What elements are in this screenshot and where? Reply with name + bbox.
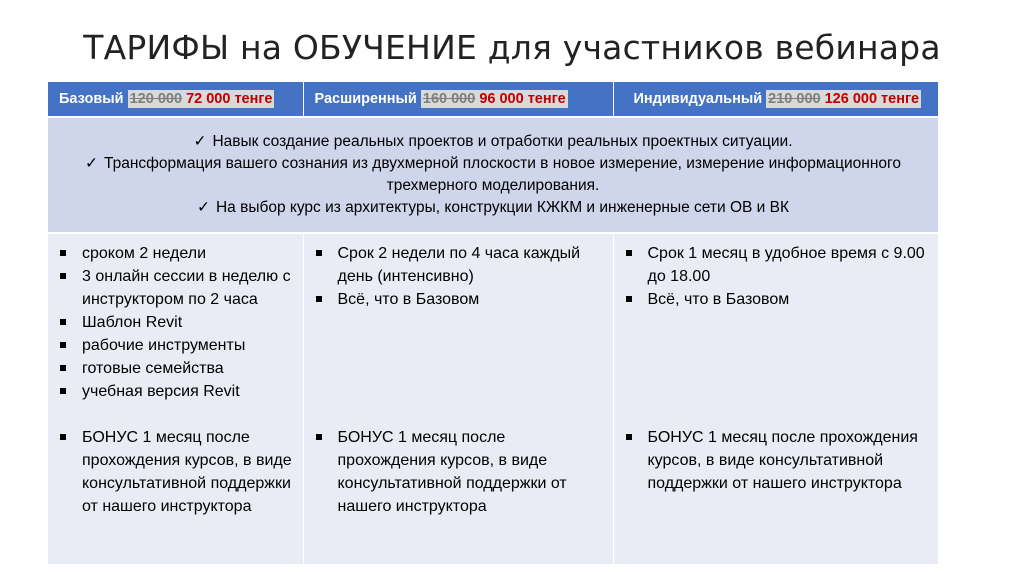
slide-title: ТАРИФЫ на ОБУЧЕНИЕ для участников вебинара [83,28,941,67]
square-bullet-icon [60,388,66,394]
list-item: Срок 1 месяц в удобное время с 9.00 до 18.00 [624,242,929,288]
list-item: сроком 2 недели [58,242,293,265]
list-item: готовые семейства [58,357,293,380]
old-price: 120 000 [129,91,183,107]
checkmark-icon: ✓ [193,133,207,150]
list-item: 3 онлайн сессии в неделю с инструктором по 2 часа [58,265,293,311]
new-price: 96 000 тенге [479,91,566,107]
old-price: 210 000 [768,91,821,107]
plan-header-basic [48,82,303,117]
plan-name: Базовый [59,91,124,107]
plan-header-extended [303,82,613,117]
details-list [304,234,613,518]
list-item: Шаблон Revit [58,311,293,334]
square-bullet-icon [626,250,632,256]
square-bullet-icon [60,342,66,348]
feature-item: ✓ Навык создание реальных проектов и отработки реальных проектных ситуации. [193,133,793,150]
plan-price-box [421,90,568,108]
bonus-item: БОНУС 1 месяц после прохождения курсов, в виде консультативной поддержки от нашего инструктора [58,426,293,518]
feature-item: ✓ На выбор курс из архитектуры, конструкции КЖКМ и инженерные сети ОВ и ВК [196,199,789,216]
square-bullet-icon [60,273,66,279]
details-list [48,234,303,518]
list-item: учебная версия Revit [58,380,293,403]
details-row [48,233,938,564]
square-bullet-icon [316,250,322,256]
square-bullet-icon [316,434,322,440]
features-list [48,131,938,219]
list-item: рабочие инструменты [58,334,293,357]
details-extended [303,233,613,564]
plan-name: Индивидуальный [633,91,763,107]
square-bullet-icon [626,434,632,440]
square-bullet-icon [60,319,66,325]
new-price: 72 000 тенге [186,91,273,107]
plan-price-box [766,90,921,108]
details-basic [48,233,303,564]
list-item: Срок 2 недели по 4 часа каждый день (интенсивно) [314,242,603,288]
plan-name: Расширенный [314,91,417,107]
old-price: 160 000 [422,91,476,107]
square-bullet-icon [316,296,322,302]
details-individual [613,233,938,564]
bonus-item: БОНУС 1 месяц после прохождения курсов, в виде консультативной поддержки от нашего инструктора [624,426,929,495]
pricing-header-row [48,82,938,117]
feature-item: ✓ Трансформация вашего сознания из двухмерной плоскости в новое измерение, измерение информационного трехмерного моделирования. [85,155,901,194]
plan-header-individual [613,82,938,117]
list-item: Всё, что в Базовом [624,288,929,311]
square-bullet-icon [626,296,632,302]
bonus-item: БОНУС 1 месяц после прохождения курсов, в виде консультативной поддержки от нашего инструктора [314,426,603,518]
features-row [48,117,938,233]
details-list [614,234,939,495]
features-cell [48,117,938,233]
plan-price-box [128,90,275,108]
list-item: Всё, что в Базовом [314,288,603,311]
square-bullet-icon [60,434,66,440]
square-bullet-icon [60,250,66,256]
square-bullet-icon [60,365,66,371]
pricing-table [48,82,938,564]
checkmark-icon: ✓ [196,199,210,216]
checkmark-icon: ✓ [85,155,99,172]
new-price: 126 000 тенге [824,91,920,107]
